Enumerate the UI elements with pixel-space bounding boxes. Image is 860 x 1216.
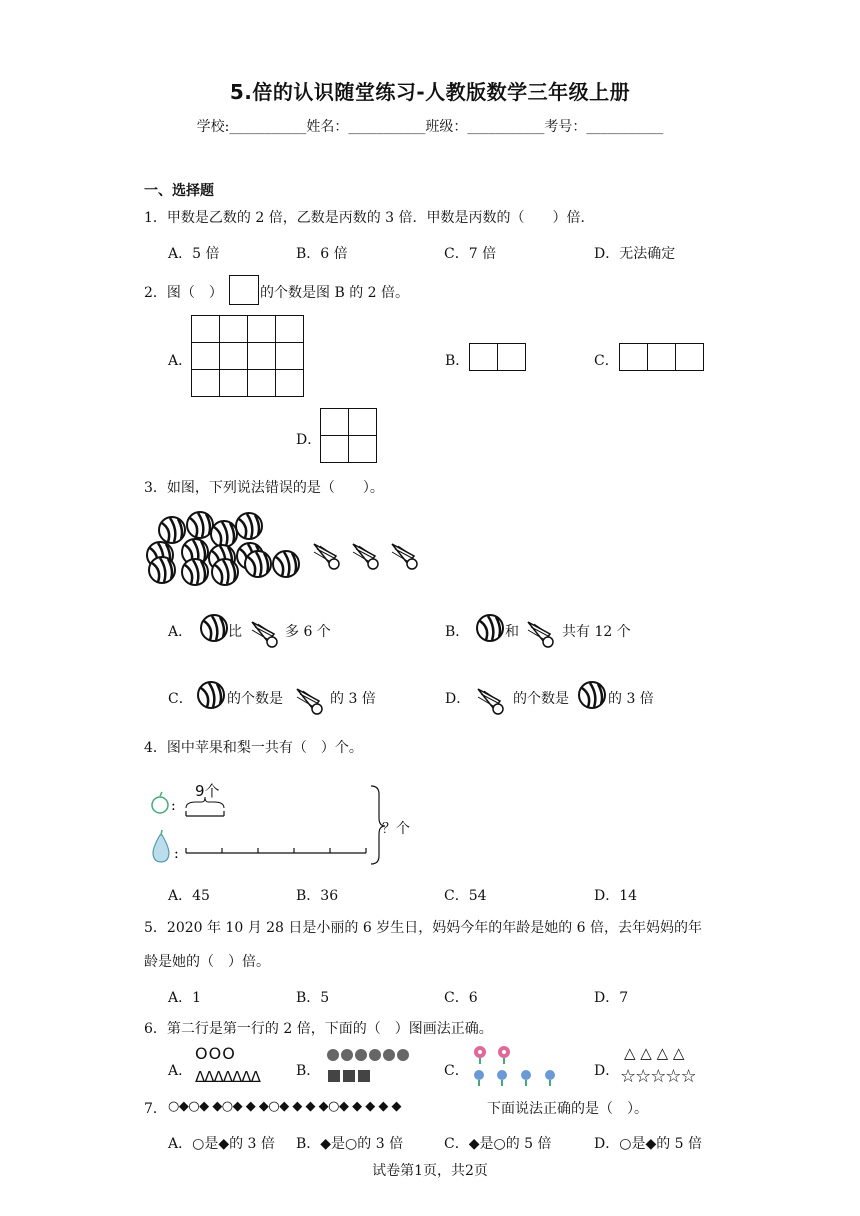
question-5-line1: 5．2020 年 10 月 28 日是小丽的 6 岁生日，妈妈今年的年龄是她的 6 倍，去年妈妈的年 xyxy=(144,920,703,936)
question-3: 3．如图，下列说法错误的是（ ）。 xyxy=(144,480,384,496)
q5-option-a: A．1 xyxy=(168,990,202,1006)
q3-option-a-end: 多 6 个 xyxy=(285,624,331,640)
q2-option-b: B． xyxy=(445,353,470,369)
q5-option-b: B．5 xyxy=(296,990,330,1006)
grid-d xyxy=(320,408,377,463)
grid-a xyxy=(191,315,304,397)
q2-option-a: A． xyxy=(168,353,193,369)
volleyball-icon xyxy=(196,679,226,711)
q4-label-question: ？个 xyxy=(382,821,410,837)
q6-option-a: A． xyxy=(168,1063,193,1079)
question-6: 6．第二行是第一行的 2 倍，下面的（ ）图画法正确。 xyxy=(144,1021,493,1037)
q3-option-d-end: 的 3 倍 xyxy=(608,691,654,707)
q2-option-c: C． xyxy=(594,353,619,369)
q6-option-d: D． xyxy=(594,1063,620,1079)
q6-option-c: C． xyxy=(444,1063,469,1079)
pear-icon xyxy=(153,830,169,862)
q6-d-row1: △ △ △ △ xyxy=(624,1044,685,1062)
question-7-number: 7． xyxy=(144,1101,167,1117)
volleyballs-shuttlecocks-figure xyxy=(140,510,440,590)
question-4: 4．图中苹果和梨一共有（ ）个。 xyxy=(144,740,363,756)
q3-option-a-mid: 比 xyxy=(228,624,242,640)
shuttlecock-icon xyxy=(242,612,286,652)
volleyball-icon xyxy=(577,679,607,711)
question-2-prefix: 2．图（ ） xyxy=(144,285,223,301)
circles-squares-figure xyxy=(326,1048,416,1088)
q3-option-d-mid: 的个数是 xyxy=(513,691,569,707)
q7-option-b: B．◆是○的 3 倍 xyxy=(296,1136,404,1152)
flowers-figure xyxy=(468,1044,568,1090)
question-2-suffix: 的个数是图 B 的 2 倍。 xyxy=(260,285,409,301)
q6-a-row1: OOO xyxy=(195,1044,236,1063)
q3-option-b-end: 共有 12 个 xyxy=(562,624,631,640)
q1-option-c: C．7 倍 xyxy=(444,246,497,262)
q4-option-c: C．54 xyxy=(444,888,487,904)
q3-option-c-letter: C． xyxy=(168,691,193,707)
q1-option-a: A．5 倍 xyxy=(168,246,220,262)
q4-option-a: A．45 xyxy=(168,888,210,904)
q6-a-row2: ΔΔΔΔΔΔΔ xyxy=(195,1068,260,1086)
svg-text::: : xyxy=(171,798,176,814)
shuttlecock-icon xyxy=(468,679,512,719)
volleyball-icon xyxy=(475,612,505,644)
question-1: 1．甲数是乙数的 2 倍，乙数是丙数的 3 倍．甲数是丙数的（ ）倍． xyxy=(144,210,595,226)
section-heading: 一、选择题 xyxy=(144,183,214,199)
student-info-line: 学校:___________姓名：___________班级：___________考号：___________ xyxy=(196,119,664,135)
q3-option-c-end: 的 3 倍 xyxy=(330,691,376,707)
q2-option-d: D． xyxy=(296,432,322,448)
page-title: 5.倍的认识随堂练习-人教版数学三年级上册 xyxy=(229,80,631,104)
q7-option-d: D．○是◆的 5 倍 xyxy=(594,1136,703,1152)
q1-option-d: D．无法确定 xyxy=(594,246,676,262)
q3-option-c-mid: 的个数是 xyxy=(227,691,283,707)
volleyball-icon xyxy=(199,612,229,644)
q6-d-row2: ☆☆☆☆☆ xyxy=(620,1066,696,1087)
grid-b xyxy=(469,343,526,371)
grid-c xyxy=(619,343,704,371)
question-7-text: 下面说法正确的是（ ）。 xyxy=(487,1101,648,1117)
q5-option-c: C．6 xyxy=(444,990,478,1006)
q7-option-a: A．○是◆的 3 倍 xyxy=(168,1136,275,1152)
square-icon xyxy=(229,275,259,305)
q7-option-c: C．◆是○的 5 倍 xyxy=(444,1136,552,1152)
q7-shape-sequence: ○◆○◆ ◆○◆ ◆ ◆○◆ ◆ ◆ ◆○◆ ◆ ◆ ◆ ◆ xyxy=(168,1099,402,1114)
q3-option-a-letter: A． xyxy=(168,624,193,640)
apple-icon xyxy=(152,792,168,813)
q4-option-b: B．36 xyxy=(296,888,339,904)
q3-option-b-mid: 和 xyxy=(505,624,519,640)
shuttlecock-icon xyxy=(518,612,562,652)
page-footer: 试卷第1页，共2页 xyxy=(372,1163,488,1179)
q3-option-d-letter: D． xyxy=(445,691,471,707)
q3-option-b-letter: B． xyxy=(445,624,470,640)
q4-label-nine: 9个 xyxy=(195,782,220,800)
svg-text::: : xyxy=(174,846,179,862)
q1-option-b: B．6 倍 xyxy=(296,246,348,262)
q5-option-d: D．7 xyxy=(594,990,629,1006)
q4-option-d: D．14 xyxy=(594,888,638,904)
question-5-line2: 龄是她的（ ）倍。 xyxy=(144,954,270,970)
q6-option-b: B． xyxy=(296,1063,321,1079)
shuttlecock-icon xyxy=(287,679,331,719)
